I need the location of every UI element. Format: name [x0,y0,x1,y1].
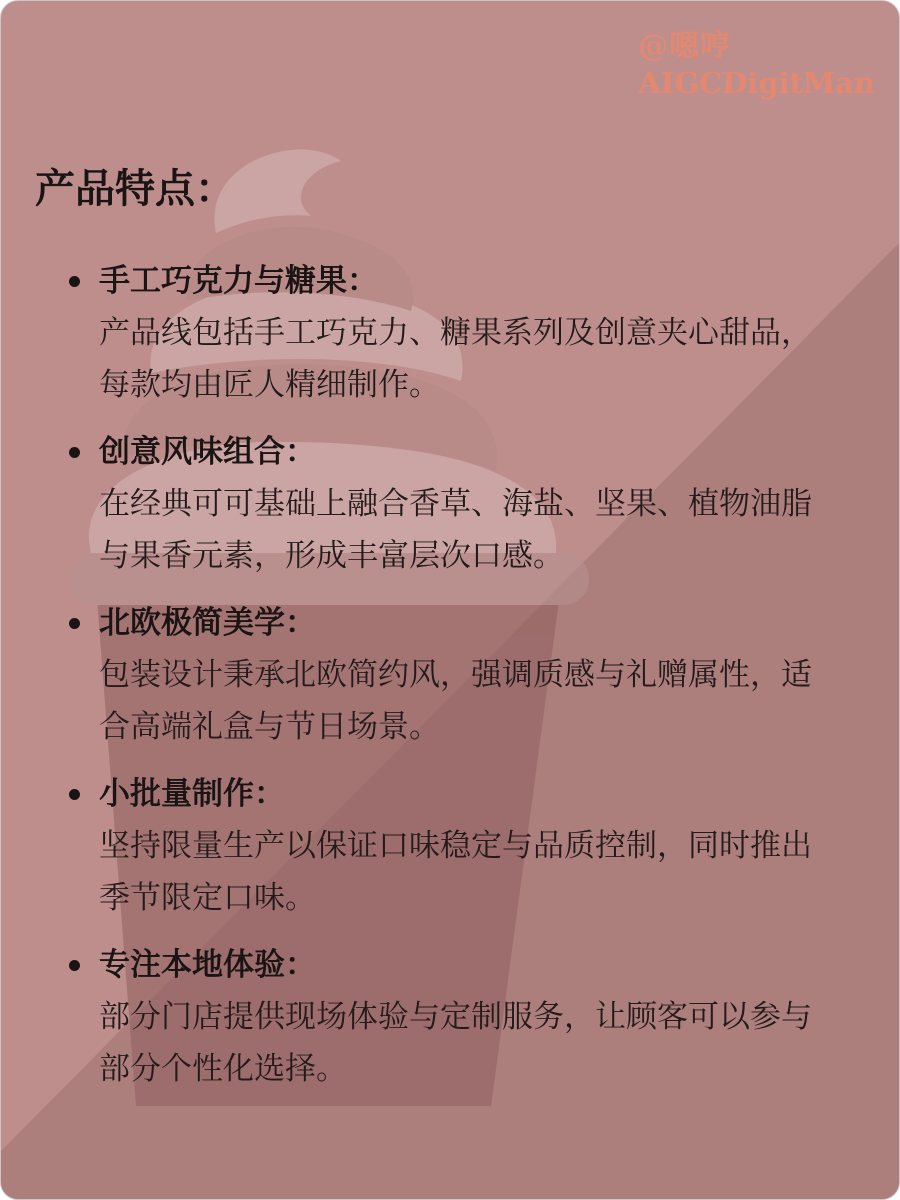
watermark [638,29,875,101]
bullet-icon [69,447,80,458]
feature-description: 部分门店提供现场体验与定制服务，让顾客可以参与部分个性化选择。 [99,999,812,1087]
list-item [1,768,900,924]
bullet-icon [69,960,80,971]
feature-title: 专注本地体验： [99,947,316,983]
feature-title: 创意风味组合： [99,434,316,470]
list-item [1,939,900,1095]
list-item [1,426,900,582]
section-title: 产品特点： [35,166,235,212]
bullet-icon [69,789,80,800]
bullet-icon [69,618,80,629]
list-item [1,255,900,411]
bullet-icon [69,276,80,287]
feature-description: 包装设计秉承北欧简约风，强调质感与礼赠属性，适合高端礼盒与节日场景。 [99,657,812,745]
list-item [1,597,900,753]
watermark-brand: AIGCDigitMan [638,66,875,100]
feature-list [1,255,900,1110]
feature-title: 小批量制作： [99,776,285,812]
feature-description: 坚持限量生产以保证口味稳定与品质控制，同时推出季节限定口味。 [99,828,812,916]
feature-description: 在经典可可基础上融合香草、海盐、坚果、植物油脂与果香元素，形成丰富层次口感。 [99,486,812,574]
feature-description: 产品线包括手工巧克力、糖果系列及创意夹心甜品，每款均由匠人精细制作。 [99,315,812,403]
feature-title: 手工巧克力与糖果： [99,263,378,299]
feature-title: 北欧极简美学： [99,605,316,641]
watermark-handle: @嗯哼 [638,29,732,64]
